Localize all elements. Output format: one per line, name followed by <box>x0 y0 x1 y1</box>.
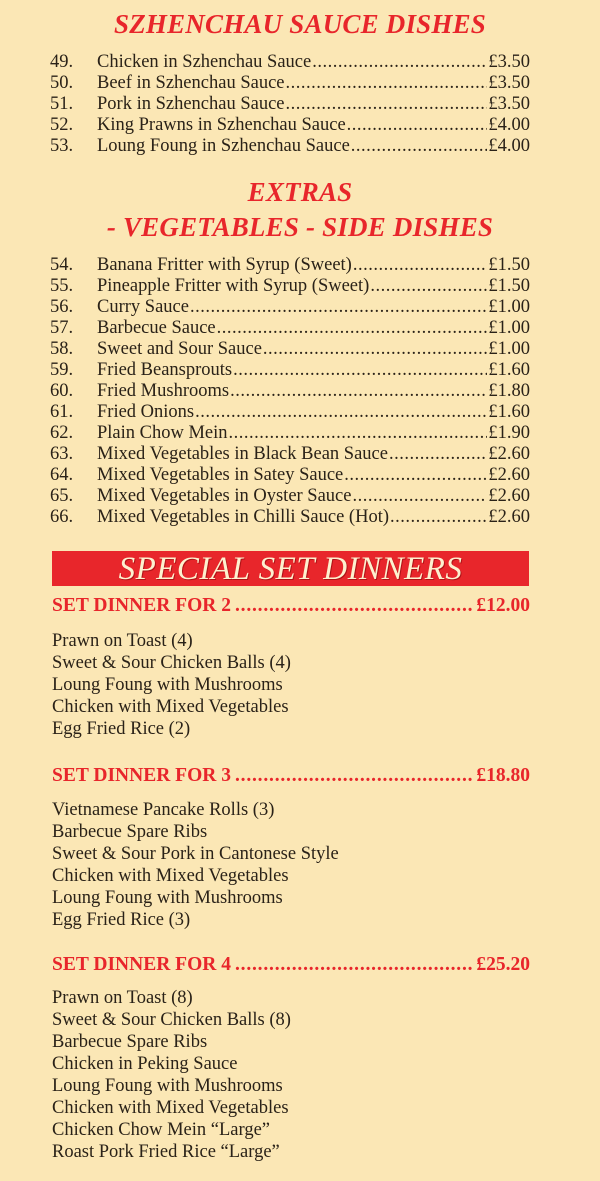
item-price: £2.60 <box>488 444 530 464</box>
item-number: 57. <box>50 318 74 338</box>
set-item: Vietnamese Pancake Rolls (3) <box>52 800 275 820</box>
set-item: Sweet & Sour Pork in Cantonese Style <box>52 844 339 864</box>
item-name: King Prawns in Szhenchau Sauce <box>97 115 346 135</box>
item-name: Plain Chow Mein <box>97 423 228 443</box>
item-name: Mixed Vegetables in Black Bean Sauce <box>97 444 388 464</box>
set-dinner-title: SET DINNER FOR 3 <box>52 765 231 786</box>
item-name: Mixed Vegetables in Oyster Sauce <box>97 486 352 506</box>
extras-list <box>50 255 530 528</box>
leader-dots <box>230 381 487 402</box>
leader-dots <box>347 115 488 136</box>
item-price: £1.00 <box>488 297 530 317</box>
item-name: Sweet and Sour Sauce <box>97 339 262 359</box>
leader-dots <box>390 507 487 528</box>
item-number: 51. <box>50 94 74 114</box>
set-dinner-title: SET DINNER FOR 2 <box>52 595 231 616</box>
item-price: £4.00 <box>488 136 530 156</box>
set-item: Sweet & Sour Chicken Balls (4) <box>52 653 291 673</box>
leader-dots <box>353 255 488 276</box>
set-dinner-header <box>52 764 530 788</box>
set-item: Roast Pork Fried Rice “Large” <box>52 1142 280 1162</box>
menu-item <box>50 486 530 507</box>
item-price: £3.50 <box>488 52 530 72</box>
set-item: Prawn on Toast (4) <box>52 631 193 651</box>
item-price: £1.50 <box>488 276 530 296</box>
item-number: 50. <box>50 73 74 93</box>
set-item: Loung Foung with Mushrooms <box>52 888 283 908</box>
item-number: 53. <box>50 136 74 156</box>
set-dinner-price: £18.80 <box>476 765 530 786</box>
item-name: Fried Onions <box>97 402 195 422</box>
item-price: £2.60 <box>488 465 530 485</box>
item-number: 65. <box>50 486 74 506</box>
set-item: Barbecue Spare Ribs <box>52 1032 208 1052</box>
leader-dots <box>351 136 488 157</box>
menu-item <box>50 297 530 318</box>
item-price: £2.60 <box>488 507 530 527</box>
set-dinner-items <box>52 630 532 740</box>
leader-dots <box>217 318 488 339</box>
item-name: Fried Beansprouts <box>97 360 233 380</box>
set-item: Chicken with Mixed Vegetables <box>52 1098 289 1118</box>
item-number: 62. <box>50 423 74 443</box>
set-item: Egg Fried Rice (3) <box>52 910 191 930</box>
leader-dots <box>352 486 487 507</box>
leader-dots <box>344 465 487 486</box>
item-price: £1.60 <box>488 360 530 380</box>
item-number: 58. <box>50 339 74 359</box>
special-set-dinners-banner: SPECIAL SET DINNERS <box>52 551 529 586</box>
szhenchau-list <box>50 52 530 157</box>
item-name: Pork in Szhenchau Sauce <box>97 94 285 114</box>
item-number: 52. <box>50 115 74 135</box>
menu-item <box>50 339 530 360</box>
extras-subtitle: - VEGETABLES - SIDE DISHES <box>106 212 494 242</box>
szhenchau-title: SZHENCHAU SAUCE DISHES <box>113 9 487 39</box>
item-price: £2.60 <box>488 486 530 506</box>
set-dinner-price: £25.20 <box>476 954 530 975</box>
item-number: 54. <box>50 255 74 275</box>
menu-item <box>50 115 530 136</box>
item-name: Mixed Vegetables in Chilli Sauce (Hot) <box>97 507 390 527</box>
set-dinner-price: £12.00 <box>476 595 530 616</box>
set-dinner-header <box>52 594 530 618</box>
leader-dots <box>235 953 472 977</box>
leader-dots <box>235 764 472 788</box>
set-item: Prawn on Toast (8) <box>52 988 193 1008</box>
menu-item <box>50 52 530 73</box>
item-price: £1.00 <box>488 318 530 338</box>
set-dinner-header <box>52 953 530 977</box>
item-price: £1.80 <box>488 381 530 401</box>
leader-dots <box>312 52 487 73</box>
item-name: Chicken in Szhenchau Sauce <box>97 52 312 72</box>
leader-dots <box>229 423 488 444</box>
set-item: Sweet & Sour Chicken Balls (8) <box>52 1010 291 1030</box>
item-number: 55. <box>50 276 74 296</box>
item-name: Pineapple Fritter with Syrup (Sweet) <box>97 276 370 296</box>
leader-dots <box>370 276 487 297</box>
leader-dots <box>286 73 488 94</box>
item-name: Loung Foung in Szhenchau Sauce <box>97 136 350 156</box>
menu-item <box>50 73 530 94</box>
item-number: 63. <box>50 444 74 464</box>
set-item: Egg Fried Rice (2) <box>52 719 191 739</box>
item-number: 66. <box>50 507 74 527</box>
item-number: 60. <box>50 381 74 401</box>
leader-dots <box>195 402 487 423</box>
menu-item <box>50 507 530 528</box>
set-dinner-items <box>52 987 532 1163</box>
leader-dots <box>233 360 487 381</box>
item-price: £1.00 <box>488 339 530 359</box>
menu-item <box>50 423 530 444</box>
item-price: £3.50 <box>488 94 530 114</box>
menu-item <box>50 318 530 339</box>
set-item: Loung Foung with Mushrooms <box>52 1076 283 1096</box>
item-name: Barbecue Sauce <box>97 318 216 338</box>
item-price: £4.00 <box>488 115 530 135</box>
item-price: £1.90 <box>488 423 530 443</box>
set-item: Chicken with Mixed Vegetables <box>52 866 289 886</box>
set-dinner-items <box>52 799 532 931</box>
item-name: Mixed Vegetables in Satey Sauce <box>97 465 344 485</box>
item-number: 49. <box>50 52 74 72</box>
item-name: Fried Mushrooms <box>97 381 230 401</box>
set-item: Loung Foung with Mushrooms <box>52 675 283 695</box>
item-price: £1.50 <box>488 255 530 275</box>
menu-item <box>50 444 530 465</box>
extras-title: EXTRAS <box>247 177 353 207</box>
leader-dots <box>190 297 487 318</box>
item-number: 64. <box>50 465 74 485</box>
leader-dots <box>389 444 487 465</box>
menu-item <box>50 360 530 381</box>
item-name: Banana Fritter with Syrup (Sweet) <box>97 255 352 275</box>
item-price: £3.50 <box>488 73 530 93</box>
set-dinner-title: SET DINNER FOR 4 <box>52 954 231 975</box>
item-number: 59. <box>50 360 74 380</box>
set-item: Chicken Chow Mein “Large” <box>52 1120 270 1140</box>
menu-item <box>50 255 530 276</box>
item-number: 61. <box>50 402 74 422</box>
menu-item <box>50 381 530 402</box>
item-price: £1.60 <box>488 402 530 422</box>
item-name: Beef in Szhenchau Sauce <box>97 73 285 93</box>
set-item: Chicken with Mixed Vegetables <box>52 697 289 717</box>
item-number: 56. <box>50 297 74 317</box>
set-item: Barbecue Spare Ribs <box>52 822 208 842</box>
menu-item <box>50 136 530 157</box>
leader-dots <box>263 339 487 360</box>
menu-item <box>50 94 530 115</box>
leader-dots <box>235 594 472 618</box>
set-item: Chicken in Peking Sauce <box>52 1054 238 1074</box>
item-name: Curry Sauce <box>97 297 189 317</box>
menu-item <box>50 276 530 297</box>
menu-item <box>50 465 530 486</box>
leader-dots <box>286 94 488 115</box>
menu-item <box>50 402 530 423</box>
